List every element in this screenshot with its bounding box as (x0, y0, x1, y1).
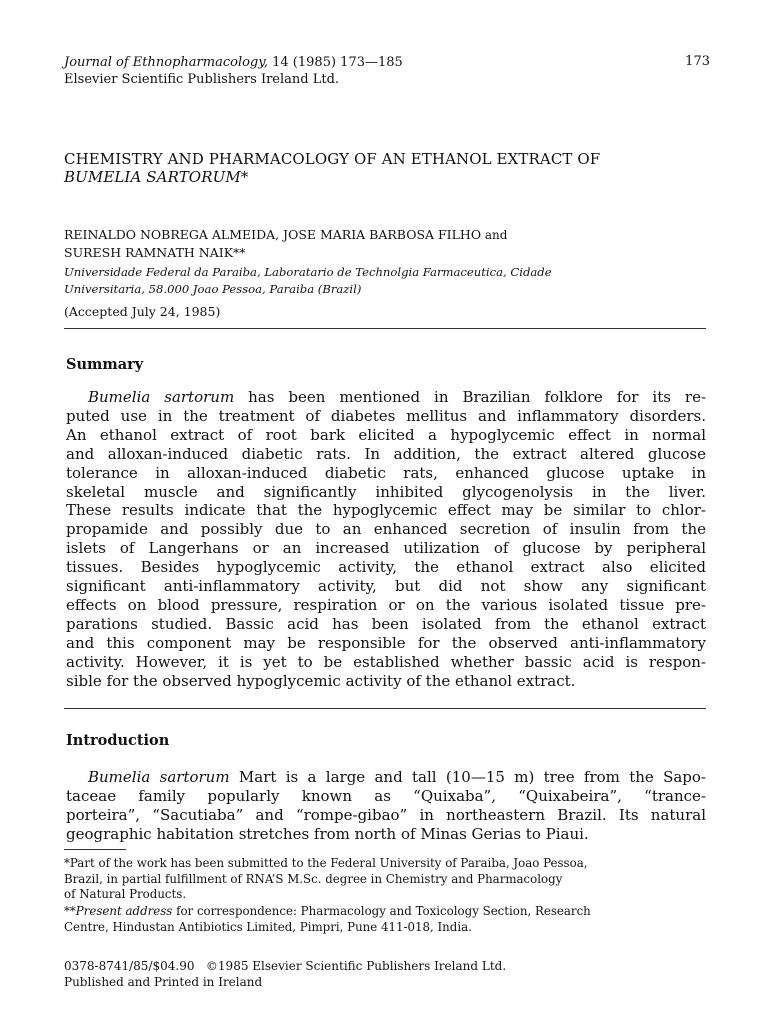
footnote-line: *Part of the work has been submitted to the Federal University of Paraiba, Joao Pessoa, (64, 856, 588, 870)
title-line-2 (64, 168, 704, 186)
affiliation (64, 264, 714, 298)
summary-line: tolerance in alloxan-induced diabetic rats, enhanced glucose uptake in (66, 463, 706, 482)
summary-line: Bumelia sartorum has been mentioned in Brazilian folklore for its re- (88, 388, 707, 406)
page-number: 173 (685, 54, 710, 69)
title-line-1: CHEMISTRY AND PHARMACOLOGY OF AN ETHANOL EXTRACT OF (64, 150, 601, 168)
intro-line: taceae family popularly known as “Quixaba”, “Quixabeira”, “trance- (66, 786, 706, 805)
summary-line: activity. However, it is yet to be established whether bassic acid is respon- (66, 652, 706, 671)
summary-line: tissues. Besides hypoglycemic activity, the ethanol extract also elicited (66, 558, 706, 577)
affiliation-line-1: Universidade Federal da Paraiba, Laboratario de Technolgia Farmaceutica, Cidade (64, 265, 552, 279)
divider-bottom (64, 708, 706, 709)
accepted-date: (Accepted July 24, 1985) (64, 304, 221, 319)
summary-line: sible for the observed hypoglycemic activity of the ethanol extract. (66, 671, 576, 690)
footnote-line: Brazil, in partial fulfillment of RNA’S M.Sc. degree in Chemistry and Pharmacology (64, 871, 563, 886)
authors-names: REINALDO NOBREGA ALMEIDA, JOSE MARIA BARBOSA FILHO (64, 227, 482, 242)
intro-species: Bumelia sartorum (88, 768, 230, 786)
summary-line: and this component may be responsible for the observed anti-inflammatory (66, 633, 706, 652)
authors-line-2: SURESH RAMNATH NAIK** (64, 245, 246, 260)
intro-line: Bumelia sartorum Mart is a large and tall (10—15 m) tree from the Sapo- (88, 768, 707, 786)
authors-line-1 (64, 226, 714, 244)
introduction-paragraph (66, 768, 706, 844)
journal-name: Journal of Ethnopharmacology, (64, 55, 268, 70)
summary-line: An ethanol extract of root bark elicited a hypoglycemic effect in normal (66, 425, 706, 444)
article-title (64, 150, 704, 186)
summary-line: puted use in the treatment of diabetes mellitus and inflammatory disorders. (66, 406, 706, 425)
footnote-line: of Natural Products. (64, 887, 187, 901)
affiliation-line-2: Universitaria, 58.000 Joao Pessoa, Paraiba (Brazil) (64, 282, 362, 296)
copyright-block (64, 958, 506, 990)
summary-line: These results indicate that the hypoglycemic effect may be similar to chlor- (66, 501, 706, 520)
summary-paragraph (66, 388, 706, 691)
authors-and: and (481, 228, 508, 242)
author-list (64, 226, 714, 262)
footnote-line: **Present address for correspondence: Pharmacology and Toxicology Section, Research (64, 904, 591, 918)
footnote-1 (64, 856, 714, 903)
journal-reference: 14 (1985) 173—185 (268, 55, 403, 70)
footnote-mark: ** (64, 904, 76, 918)
journal-citation (64, 54, 403, 71)
summary-line: and alloxan-induced diabetic rats. In addition, the extract altered glucose (66, 444, 706, 463)
intro-line: porteira”, “Sacutiaba” and “rompe-gibao” in northeastern Brazil. Its natural (66, 805, 706, 824)
running-header (64, 54, 403, 88)
footnote-rule (64, 849, 126, 850)
divider-top (64, 328, 706, 329)
title-footnote-mark: * (240, 168, 249, 186)
footnote-line: Centre, Hindustan Antibiotics Limited, Pimpri, Pune 411-018, India. (64, 919, 472, 934)
summary-line: islets of Langerhans or an increased utilization of glucose by peripheral (66, 539, 706, 558)
printed-line: Published and Printed in Ireland (64, 975, 263, 989)
summary-line: effects on blood pressure, respiration or on the various isolated tissue pre- (66, 595, 706, 614)
summary-species: Bumelia sartorum (88, 388, 235, 406)
summary-heading: Summary (66, 356, 144, 373)
footnote-present-address: Present address (75, 904, 173, 918)
publisher-line: Elsevier Scientific Publishers Ireland Ltd. (64, 72, 340, 87)
summary-line: significant anti-inflammatory activity, but did not show any significant (66, 577, 706, 596)
intro-line: geographic habitation stretches from north of Minas Gerias to Piaui. (66, 824, 589, 843)
copyright-line: 0378-8741/85/$04.90 ©1985 Elsevier Scientific Publishers Ireland Ltd. (64, 959, 507, 973)
summary-line: skeletal muscle and significantly inhibited glycogenolysis in the liver. (66, 482, 706, 501)
title-species: BUMELIA SARTORUM (64, 168, 241, 186)
introduction-heading: Introduction (66, 732, 170, 749)
footnote-2 (64, 904, 714, 935)
summary-line: propamide and possibly due to an enhanced secretion of insulin from the (66, 520, 706, 539)
summary-line: parations studied. Bassic acid has been isolated from the ethanol extract (66, 614, 706, 633)
